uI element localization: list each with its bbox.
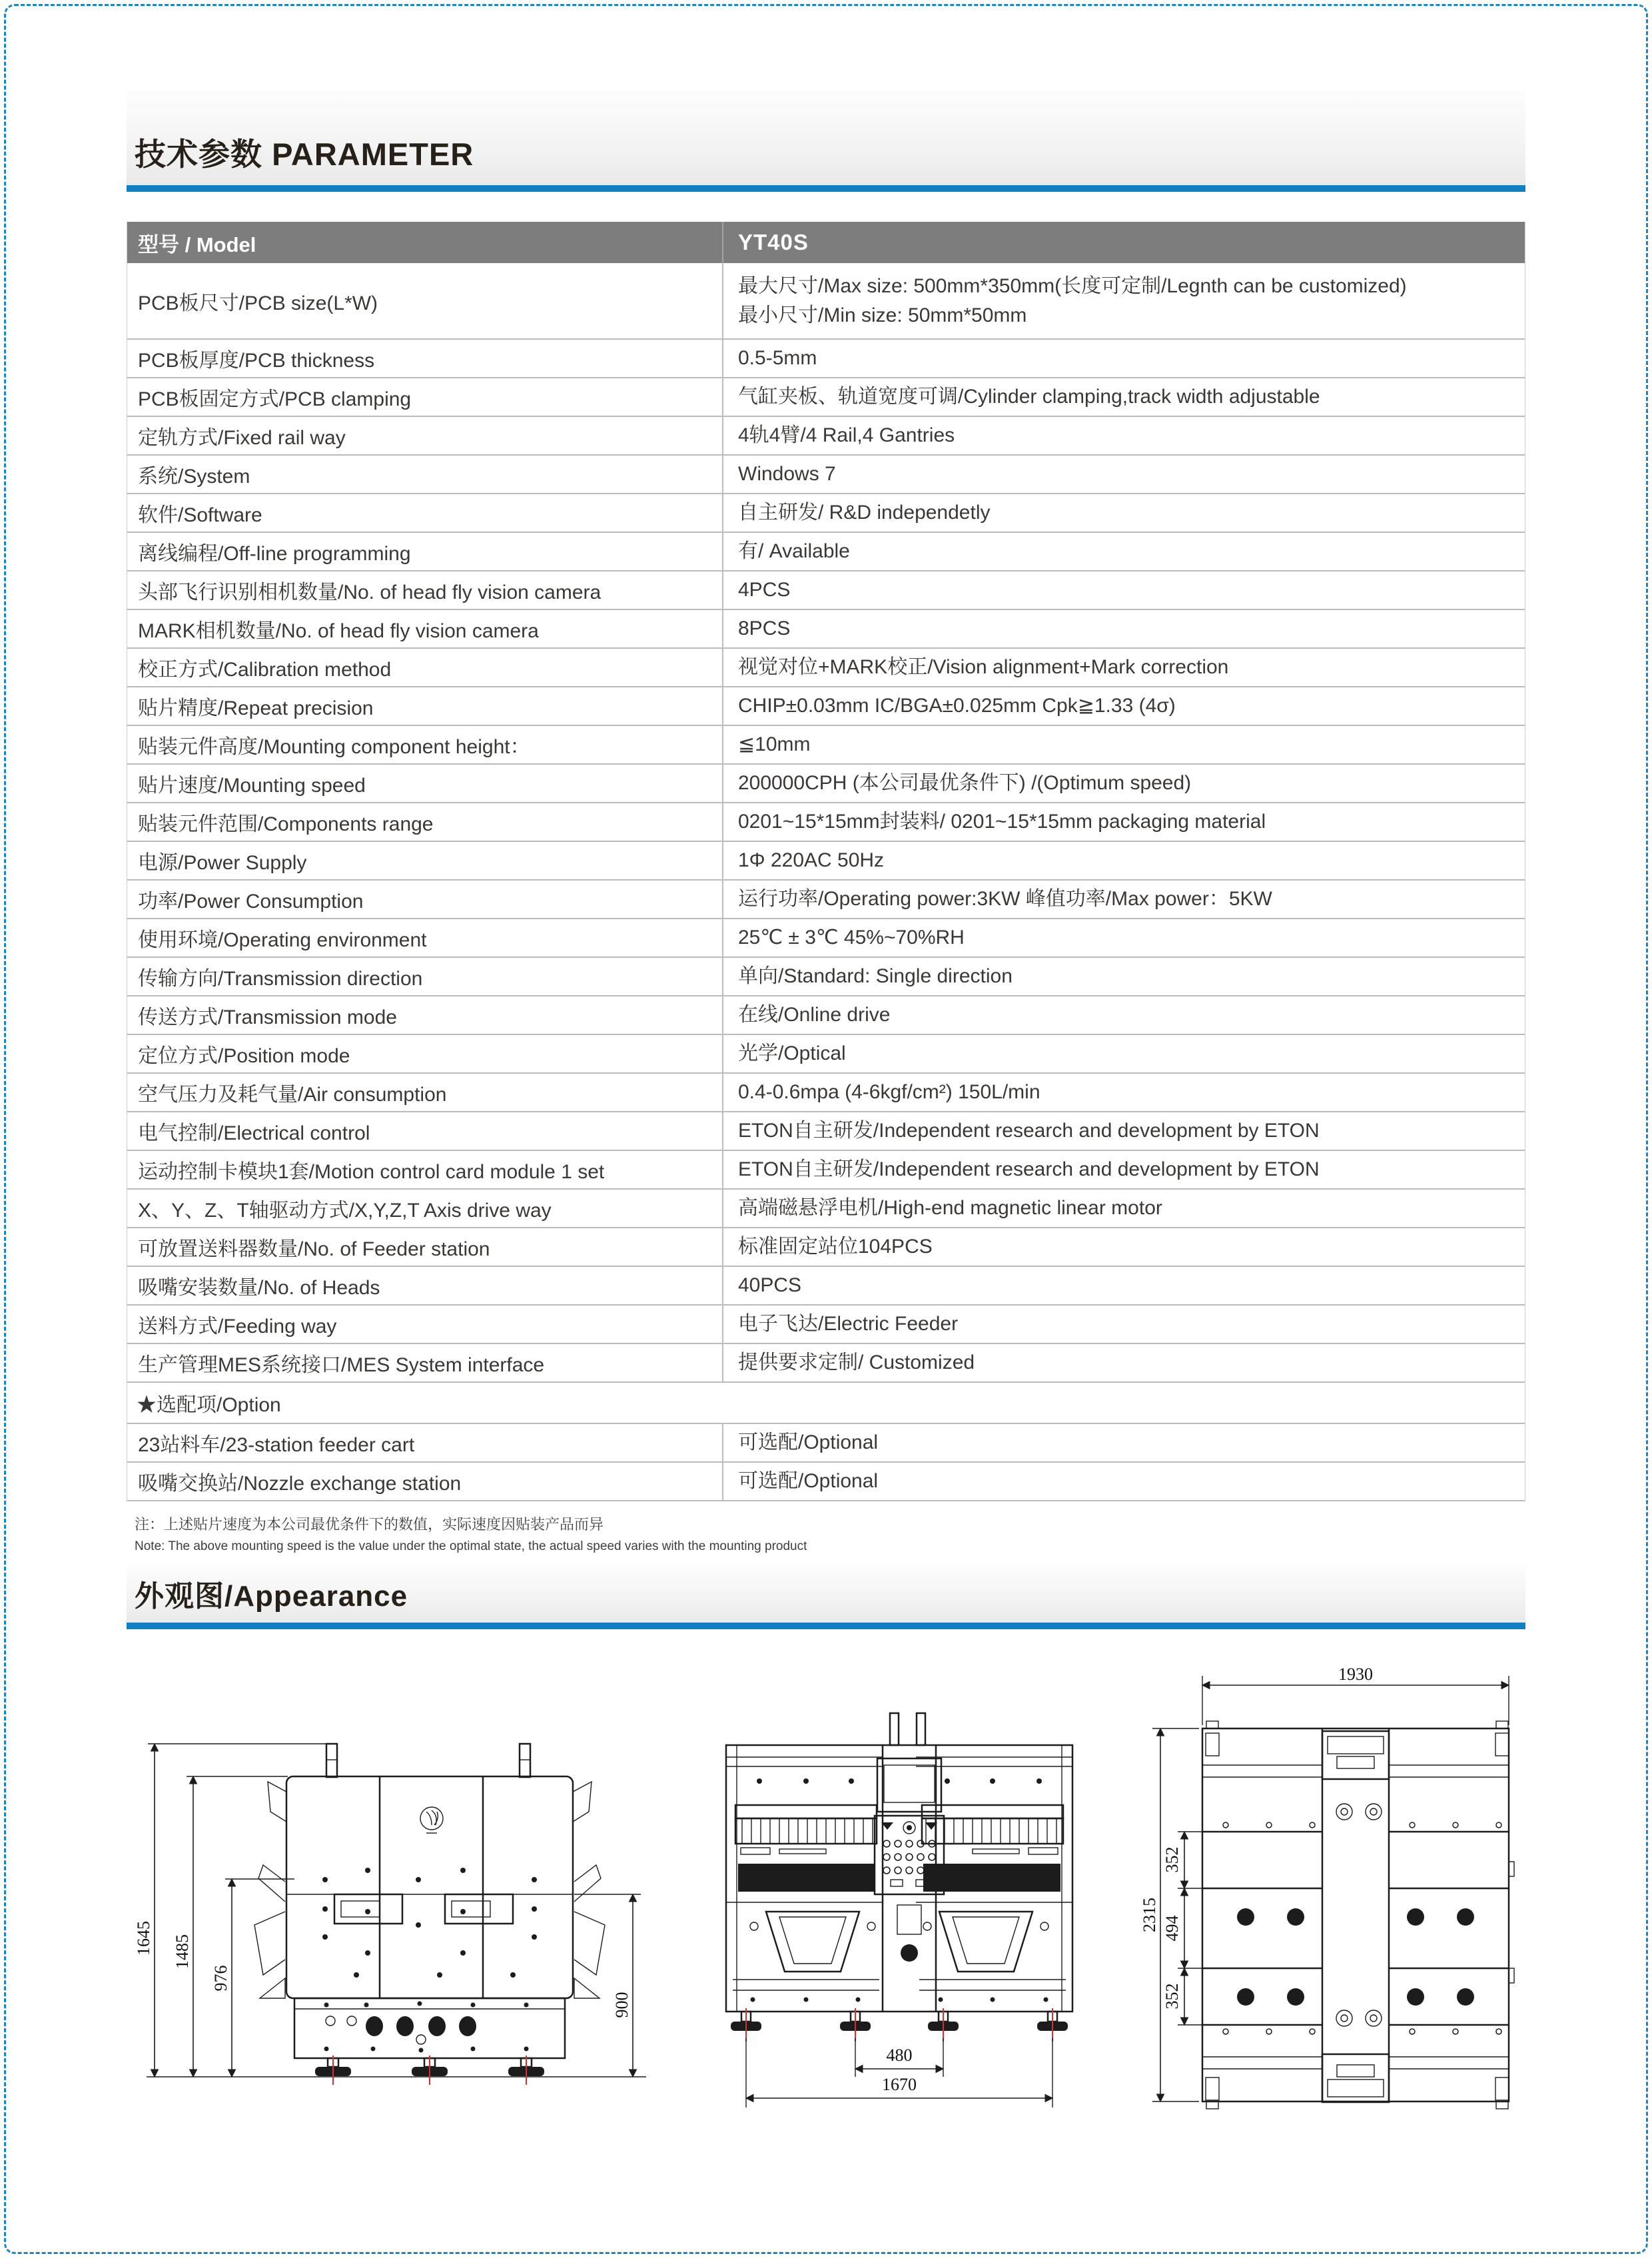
table-row [127, 340, 1525, 378]
spec-value-cell: 4PCS [738, 579, 791, 601]
spec-label-cell: 吸嘴安装数量/No. of Heads [127, 1267, 723, 1304]
parameter-title-zh: 技术参数 [135, 137, 262, 172]
dim-label-1645: 1645 [134, 1921, 153, 1956]
spec-label-cell: 传送方式/Transmission mode [127, 996, 723, 1034]
table-header-row [127, 222, 1525, 263]
appearance-title-band [127, 1564, 1525, 1629]
table-row [127, 765, 1525, 803]
front-left-bay [726, 1757, 883, 2002]
spec-label-cell: PCB板厚度/PCB thickness [127, 340, 723, 377]
dim-label-900: 900 [612, 1992, 631, 2018]
spec-value-cell: CHIP±0.03mm IC/BGA±0.025mm Cpk≧1.33 (4σ) [738, 695, 1176, 717]
table-row [127, 1074, 1525, 1112]
top-view-drawing [1139, 1665, 1525, 2118]
spec-value-cell: 视觉对位+MARK校正/Vision alignment+Mark correction [738, 656, 1229, 678]
side-feet [315, 2056, 544, 2085]
spec-label-cell: X、Y、Z、T轴驱动方式/X,Y,Z,T Axis drive way [127, 1190, 723, 1227]
dim-label-1485: 1485 [173, 1934, 192, 1969]
spec-label-cell: 传输方向/Transmission direction [127, 958, 723, 995]
spec-value-cell: 25℃ ± 3℃ 45%~70%RH [738, 927, 965, 948]
top-machine-outline [1202, 1721, 1514, 2109]
table-row [127, 378, 1525, 417]
spec-value-cell: 提供要求定制/ Customized [738, 1351, 975, 1373]
front-view-drawing [679, 1705, 1119, 2118]
spec-label-cell: 功率/Power Consumption [127, 881, 723, 918]
spec-label-cell: 头部飞行识别相机数量/No. of head fly vision camera [127, 571, 723, 609]
spec-label-cell: 吸嘴交换站/Nozzle exchange station [127, 1463, 723, 1500]
spec-label-cell: PCB板固定方式/PCB clamping [127, 378, 723, 416]
top-mount-holes [1237, 1908, 1474, 2006]
spec-value-cell: 可选配/Optional [738, 1470, 879, 1492]
dim-label-2315: 2315 [1140, 1898, 1159, 1932]
spec-label-cell: 可放置送料器数量/No. of Feeder station [127, 1228, 723, 1266]
spec-label-cell: 电源/Power Supply [127, 842, 723, 879]
side-dim-lines [134, 1744, 646, 2077]
table-row [127, 1463, 1525, 1501]
table-row [127, 919, 1525, 958]
spec-value-cell: ≦10mm [738, 733, 811, 755]
spec-label-cell: 电气控制/Electrical control [127, 1112, 723, 1150]
spec-label-cell: 系统/System [127, 456, 723, 493]
table-row [127, 494, 1525, 533]
table-row [127, 1151, 1525, 1190]
table-row [127, 1267, 1525, 1306]
spec-value-cell: 可选配/Optional [738, 1431, 879, 1453]
table-row [127, 1344, 1525, 1383]
spec-value-cell: ETON自主研发/Independent research and development by ETON [738, 1120, 1320, 1142]
dim-label-352-upper: 352 [1162, 1846, 1182, 1873]
spec-value-cell: 200000CPH (本公司最优条件下) /(Optimum speed) [738, 772, 1192, 794]
spec-label-cell: 校正方式/Calibration method [127, 649, 723, 686]
spec-value-cell: 0.4-0.6mpa (4-6kgf/cm²) 150L/min [738, 1081, 1040, 1103]
spec-value-cell: 电子飞达/Electric Feeder [738, 1313, 959, 1335]
parameter-title-band [127, 90, 1525, 192]
spec-value-cell: 1Φ 220AC 50Hz [738, 849, 885, 871]
spec-label-cell: 贴片速度/Mounting speed [127, 765, 723, 802]
spec-value-cell: 最大尺寸/Max size: 500mm*350mm(长度可定制/Legnth can be customized) 最小尺寸/Min size: 50mm*50mm [738, 274, 1407, 326]
table-row [127, 996, 1525, 1035]
spec-label-cell: 空气压力及耗气量/Air consumption [127, 1074, 723, 1111]
side-view-drawing [127, 1712, 659, 2111]
table-row [127, 610, 1525, 649]
table-row [127, 1424, 1525, 1463]
table-row [127, 1228, 1525, 1267]
table-row [127, 533, 1525, 571]
table-row [127, 263, 1525, 340]
note-en: Note: The above mounting speed is the value under the optimal state, the actual speed varies with the mounting product [135, 1539, 807, 1553]
table-row [127, 456, 1525, 494]
table-row [127, 1306, 1525, 1344]
table-row [127, 417, 1525, 456]
spec-rows [127, 263, 1525, 1383]
front-dim-lines [746, 2038, 1052, 2107]
table-row [127, 1112, 1525, 1151]
spec-label-cell: 生产管理MES系统接口/MES System interface [127, 1344, 723, 1381]
model-header-cell: 型号 / Model [127, 222, 723, 263]
table-row [127, 687, 1525, 726]
dim-label-1930: 1930 [1338, 1665, 1373, 1684]
spec-value-cell: ETON自主研发/Independent research and development by ETON [738, 1158, 1320, 1180]
appearance-title: 外观图/Appearance [135, 1580, 408, 1613]
spec-value-cell: 8PCS [738, 617, 791, 639]
spec-label-cell: 贴装元件高度/Mounting component height： [127, 726, 723, 763]
note-zh: 注：上述贴片速度为本公司最优条件下的数值，实际速度因贴装产品而异 [135, 1516, 604, 1533]
spec-label-cell: 运动控制卡模块1套/Motion control card module 1 set [127, 1151, 723, 1188]
table-row [127, 726, 1525, 765]
spec-label-cell: 贴片精度/Repeat precision [127, 687, 723, 725]
spec-value-cell: 40PCS [738, 1274, 802, 1296]
spec-label-cell: 送料方式/Feeding way [127, 1306, 723, 1343]
spec-table [127, 222, 1525, 1501]
option-header-row: ★选配项/Option [127, 1383, 1525, 1424]
table-row [127, 1035, 1525, 1074]
table-row [127, 958, 1525, 996]
model-value-header-cell: YT40S [738, 230, 809, 254]
front-machine-outline [726, 1713, 1072, 2042]
spec-label-cell: 贴装元件范围/Components range [127, 803, 723, 841]
table-row [127, 649, 1525, 687]
table-row [127, 881, 1525, 919]
spec-value-cell: 在线/Online drive [738, 1004, 891, 1026]
dim-label-480: 480 [886, 2046, 913, 2065]
spec-value-cell: 高端磁悬浮电机/High-end magnetic linear motor [738, 1197, 1162, 1219]
dim-label-1670: 1670 [882, 2075, 917, 2094]
side-screw-dots [322, 1868, 537, 1978]
spec-value-cell: 0.5-5mm [738, 347, 817, 369]
spec-label-cell: PCB板尺寸/PCB size(L*W) [127, 263, 723, 338]
spec-value-cell: 4轨4臂/4 Rail,4 Gantries [738, 424, 955, 446]
table-row [127, 803, 1525, 842]
brand-logo-mark [420, 1807, 443, 1833]
dim-label-494: 494 [1162, 1915, 1182, 1942]
side-machine-outline [254, 1744, 605, 2085]
spec-label-cell: 23站料车/23-station feeder cart [127, 1424, 723, 1461]
spec-label-cell: 软件/Software [127, 494, 723, 532]
spec-value-cell: 有/ Available [738, 540, 850, 562]
spec-label-cell: MARK相机数量/No. of head fly vision camera [127, 610, 723, 647]
appearance-drawings [127, 1665, 1525, 2118]
spec-label-cell: 离线编程/Off-line programming [127, 533, 723, 570]
spec-value-cell: 单向/Standard: Single direction [738, 965, 1013, 987]
spec-label-cell: 定位方式/Position mode [127, 1035, 723, 1072]
spec-value-cell: 标准固定站位104PCS [738, 1236, 933, 1258]
spec-value-cell: 自主研发/ R&D independetly [738, 502, 991, 524]
spec-value-cell: 光学/Optical [738, 1042, 846, 1064]
spec-value-cell: 气缸夹板、轨道宽度可调/Cylinder clamping,track width adjustable [738, 386, 1320, 408]
table-footnote [135, 1513, 807, 1554]
option-rows [127, 1424, 1525, 1501]
dim-label-976: 976 [211, 1965, 230, 1992]
spec-label-cell: 定轨方式/Fixed rail way [127, 417, 723, 454]
front-feet [731, 2008, 1068, 2042]
spec-value-cell: 运行功率/Operating power:3KW 峰值功率/Max power：5KW [738, 888, 1272, 910]
spec-value-cell: Windows 7 [738, 463, 836, 485]
parameter-title [127, 130, 474, 185]
parameter-title-en: PARAMETER [272, 137, 474, 172]
table-row [127, 842, 1525, 881]
table-row [127, 1190, 1525, 1228]
spec-label-cell: 使用环境/Operating environment [127, 919, 723, 956]
dim-label-352-lower: 352 [1162, 1983, 1182, 2010]
table-row [127, 571, 1525, 610]
spec-value-cell: 0201~15*15mm封装料/ 0201~15*15mm packaging material [738, 811, 1266, 833]
